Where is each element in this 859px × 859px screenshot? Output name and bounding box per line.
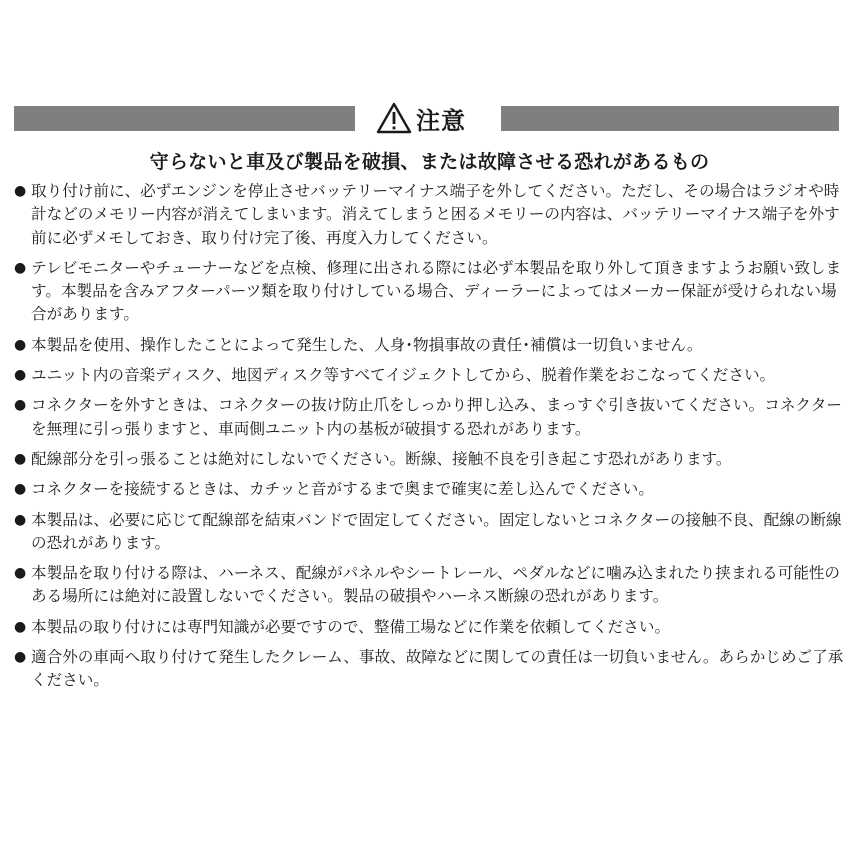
caution-item-text: 配線部分を引っ張ることは絶対にしないでください。断線、接触不良を引き起こす恐れがあります。	[31, 449, 732, 468]
caution-subtitle: 守らないと車及び製品を破損、または故障させる恐れがあるもの	[149, 151, 710, 173]
caution-item	[14, 394, 846, 441]
caution-item-text: 取り付け前に、必ずエンジンを停止させバッテリーマイナス端子を外してください。ただし、その場合はラジオや時計などのメモリー内容が消えてしまいます。消えてしまうと困るメモリーの内容は、バッテリーマイナス端子を外す前に必ずメモしておき、取り付け完了後、再度入力してください。	[31, 182, 840, 247]
caution-title	[376, 100, 486, 136]
bullet-icon: ●	[14, 649, 27, 666]
bullet-icon: ●	[14, 336, 27, 353]
caution-item	[14, 478, 846, 501]
caution-item-text: 本製品は、必要に応じて配線部を結束バンドで固定してください。固定しないとコネクターの接触不良、配線の断線の恐れがあります。	[31, 510, 842, 552]
bullet-icon: ●	[14, 397, 27, 414]
bullet-icon: ●	[14, 511, 27, 528]
bullet-icon: ●	[14, 618, 27, 635]
caution-item	[14, 257, 846, 327]
caution-item	[14, 509, 846, 556]
caution-list	[14, 180, 846, 700]
caution-item	[14, 180, 846, 250]
caution-item	[14, 334, 846, 357]
caution-item-text: 本製品を使用、操作したことによって発生した、人身･物損事故の責任･補償は一切負いません。	[31, 335, 703, 354]
bullet-icon: ●	[14, 259, 27, 276]
header-bar-left	[14, 106, 355, 131]
bullet-icon: ●	[14, 565, 27, 582]
caution-item	[14, 616, 846, 639]
caution-header	[14, 100, 839, 136]
caution-item	[14, 646, 846, 693]
caution-item-text: 本製品の取り付けには専門知識が必要ですので、整備工場などに作業を依頼してください。	[31, 617, 671, 636]
bullet-icon: ●	[14, 367, 27, 384]
bullet-icon: ●	[14, 450, 27, 467]
caution-item-text: 適合外の車両へ取り付けて発生したクレーム、事故、故障などに関しての責任は一切負いません。あらかじめご了承ください。	[31, 648, 844, 690]
header-bar-right	[501, 106, 839, 131]
caution-item-text: コネクターを外すときは、コネクターの抜け防止爪をしっかり押し込み、まっすぐ引き抜いてください。コネクターを無理に引っ張りますと、車両側ユニット内の基板が破損する恐れがあります。	[31, 396, 842, 438]
caution-item-text: コネクターを接続するときは、カチッと音がするまで奥まで確実に差し込んでください。	[31, 480, 654, 499]
caution-item	[14, 448, 846, 471]
caution-item	[14, 562, 846, 609]
warning-triangle-icon	[376, 102, 412, 134]
bullet-icon: ●	[14, 481, 27, 498]
caution-item-text: テレビモニターやチューナーなどを点検、修理に出される際には必ず本製品を取り外して頂きますようお願い致します。本製品を含みアフターパーツ類を取り付けしている場合、ディーラーによってはメーカー保証が受けられない場合があります。	[31, 258, 842, 324]
caution-title-text: 注意	[416, 106, 466, 135]
caution-item-text: ユニット内の音楽ディスク、地図ディスク等すべてイジェクトしてから、脱着作業をおこなってください。	[31, 366, 776, 385]
caution-item	[14, 364, 846, 387]
bullet-icon: ●	[14, 183, 27, 199]
caution-item-text: 本製品を取り付ける際は、ハーネス、配線がパネルやシートレール、ペダルなどに噛み込まれたり挟まれる可能性のある場所には絶対に設置しないでください。製品の破損やハーネス断線の恐れがあります。	[31, 564, 841, 606]
